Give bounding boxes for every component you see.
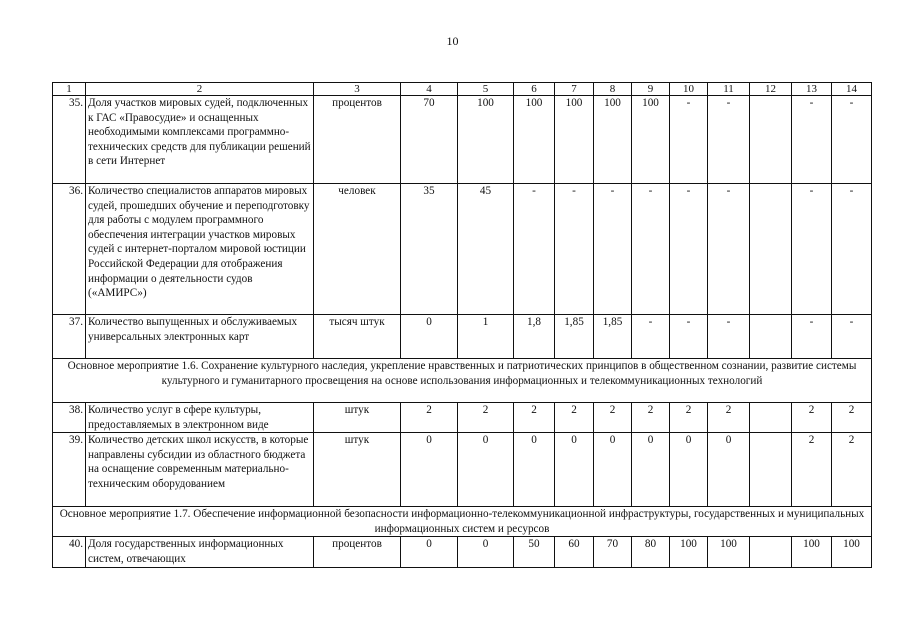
column-number: 1 bbox=[53, 83, 86, 96]
indicator-value: 2 bbox=[514, 403, 555, 433]
indicator-value bbox=[750, 537, 792, 567]
unit-of-measure: штук bbox=[314, 403, 401, 433]
indicator-value: 100 bbox=[792, 537, 832, 567]
indicator-name: Количество специалистов аппаратов мировых судей, прошедших обучение и переподготовку для работы с модулем программного обеспечения интеграции участков мировых судей с интернет-порталом мировой юстиции Российской Федерации для отображения информации о деятельности судов («АМИРС») bbox=[86, 184, 314, 315]
indicator-value: 0 bbox=[708, 433, 750, 507]
section-title: Основное мероприятие 1.7. Обеспечение информационной безопасности информационно-телекоммуникационной инфраструктуры, государственных и муниципальных информационных систем и ресурсов bbox=[53, 507, 872, 537]
indicators-table bbox=[52, 82, 872, 568]
indicator-name: Доля участков мировых судей, подключенных к ГАС «Правосудие» и оснащенных необходимыми комплексами программно-технических средств для публикации решений в сети Интернет bbox=[86, 96, 314, 184]
indicator-value: 2 bbox=[670, 403, 708, 433]
indicator-value: 2 bbox=[632, 403, 670, 433]
indicator-value bbox=[750, 184, 792, 315]
indicator-name: Количество услуг в сфере культуры, предоставляемых в электронном виде bbox=[86, 403, 314, 433]
indicator-name: Количество выпущенных и обслуживаемых универсальных электронных карт bbox=[86, 315, 314, 359]
indicator-value: 100 bbox=[514, 96, 555, 184]
indicator-value: - bbox=[555, 184, 594, 315]
unit-of-measure: человек bbox=[314, 184, 401, 315]
indicator-value: 0 bbox=[594, 433, 632, 507]
page-number: 10 bbox=[446, 34, 459, 48]
indicator-value bbox=[750, 403, 792, 433]
row-number: 39. bbox=[53, 433, 86, 507]
indicator-value: - bbox=[792, 96, 832, 184]
column-number: 3 bbox=[314, 83, 401, 96]
section-title: Основное мероприятие 1.6. Сохранение культурного наследия, укрепление нравственных и патриотических принципов в общественном сознании, развитие системы культурного и гуманитарного просвещения на основе использования информационных и телекоммуникационных технологий bbox=[53, 359, 872, 403]
section-row bbox=[53, 359, 872, 403]
indicator-value: 100 bbox=[632, 96, 670, 184]
indicator-value: - bbox=[792, 184, 832, 315]
indicator-value: - bbox=[832, 96, 872, 184]
indicator-value: 2 bbox=[594, 403, 632, 433]
indicator-value: 0 bbox=[514, 433, 555, 507]
column-number: 12 bbox=[750, 83, 792, 96]
row-number: 37. bbox=[53, 315, 86, 359]
column-number: 10 bbox=[670, 83, 708, 96]
indicator-value: 100 bbox=[458, 96, 514, 184]
row-number: 36. bbox=[53, 184, 86, 315]
indicator-value: 2 bbox=[555, 403, 594, 433]
indicator-value: 70 bbox=[594, 537, 632, 567]
indicator-name: Количество детских школ искусств, в которые направлены субсидии из областного бюджета на оснащение современным материально-техническим оборудованием bbox=[86, 433, 314, 507]
indicator-value: - bbox=[670, 96, 708, 184]
table-row bbox=[53, 96, 872, 184]
indicator-value: 100 bbox=[708, 537, 750, 567]
indicator-value: 0 bbox=[458, 433, 514, 507]
indicator-value: 2 bbox=[708, 403, 750, 433]
indicator-value: 50 bbox=[514, 537, 555, 567]
indicator-value: 2 bbox=[401, 403, 458, 433]
unit-of-measure: процентов bbox=[314, 96, 401, 184]
indicator-value: 2 bbox=[792, 433, 832, 507]
indicator-value: - bbox=[594, 184, 632, 315]
indicator-value: - bbox=[514, 184, 555, 315]
row-number: 38. bbox=[53, 403, 86, 433]
indicator-value: - bbox=[632, 184, 670, 315]
section-row bbox=[53, 507, 872, 537]
column-number: 2 bbox=[86, 83, 314, 96]
indicator-value: 2 bbox=[792, 403, 832, 433]
table-row bbox=[53, 403, 872, 433]
indicator-value: 45 bbox=[458, 184, 514, 315]
indicator-value: - bbox=[832, 184, 872, 315]
indicator-value: 60 bbox=[555, 537, 594, 567]
indicator-value: 80 bbox=[632, 537, 670, 567]
indicator-value: - bbox=[792, 315, 832, 359]
indicator-value: 35 bbox=[401, 184, 458, 315]
indicator-value: 1,85 bbox=[555, 315, 594, 359]
indicator-value: - bbox=[670, 315, 708, 359]
indicator-value bbox=[750, 433, 792, 507]
table-row bbox=[53, 433, 872, 507]
column-number: 6 bbox=[514, 83, 555, 96]
column-number: 7 bbox=[555, 83, 594, 96]
indicator-value bbox=[750, 96, 792, 184]
indicator-value: 0 bbox=[401, 537, 458, 567]
indicator-value: - bbox=[708, 315, 750, 359]
column-number: 13 bbox=[792, 83, 832, 96]
indicator-value: 0 bbox=[401, 315, 458, 359]
indicator-value: 0 bbox=[670, 433, 708, 507]
column-number: 5 bbox=[458, 83, 514, 96]
table-row bbox=[53, 315, 872, 359]
column-number: 4 bbox=[401, 83, 458, 96]
indicator-value: 100 bbox=[832, 537, 872, 567]
indicator-value bbox=[750, 315, 792, 359]
unit-of-measure: штук bbox=[314, 433, 401, 507]
unit-of-measure: тысяч штук bbox=[314, 315, 401, 359]
indicator-value: - bbox=[832, 315, 872, 359]
indicator-value: 2 bbox=[832, 433, 872, 507]
indicator-value: 1,8 bbox=[514, 315, 555, 359]
indicator-value: 1,85 bbox=[594, 315, 632, 359]
indicator-name: Доля государственных информационных систем, отвечающих bbox=[86, 537, 314, 567]
table-row bbox=[53, 537, 872, 567]
indicator-value: - bbox=[670, 184, 708, 315]
row-number: 40. bbox=[53, 537, 86, 567]
indicator-value: 100 bbox=[670, 537, 708, 567]
indicator-value: 1 bbox=[458, 315, 514, 359]
row-number: 35. bbox=[53, 96, 86, 184]
indicator-value: 70 bbox=[401, 96, 458, 184]
column-number: 9 bbox=[632, 83, 670, 96]
indicator-value: - bbox=[632, 315, 670, 359]
unit-of-measure: процентов bbox=[314, 537, 401, 567]
indicator-value: 100 bbox=[594, 96, 632, 184]
table-row bbox=[53, 184, 872, 315]
indicator-value: 0 bbox=[401, 433, 458, 507]
column-number-row bbox=[53, 83, 872, 96]
indicator-value: 2 bbox=[832, 403, 872, 433]
indicator-value: 2 bbox=[458, 403, 514, 433]
column-number: 8 bbox=[594, 83, 632, 96]
indicator-value: 0 bbox=[555, 433, 594, 507]
indicator-value: - bbox=[708, 184, 750, 315]
indicator-value: - bbox=[708, 96, 750, 184]
column-number: 14 bbox=[832, 83, 872, 96]
indicator-value: 0 bbox=[458, 537, 514, 567]
indicator-value: 0 bbox=[632, 433, 670, 507]
column-number: 11 bbox=[708, 83, 750, 96]
indicator-value: 100 bbox=[555, 96, 594, 184]
